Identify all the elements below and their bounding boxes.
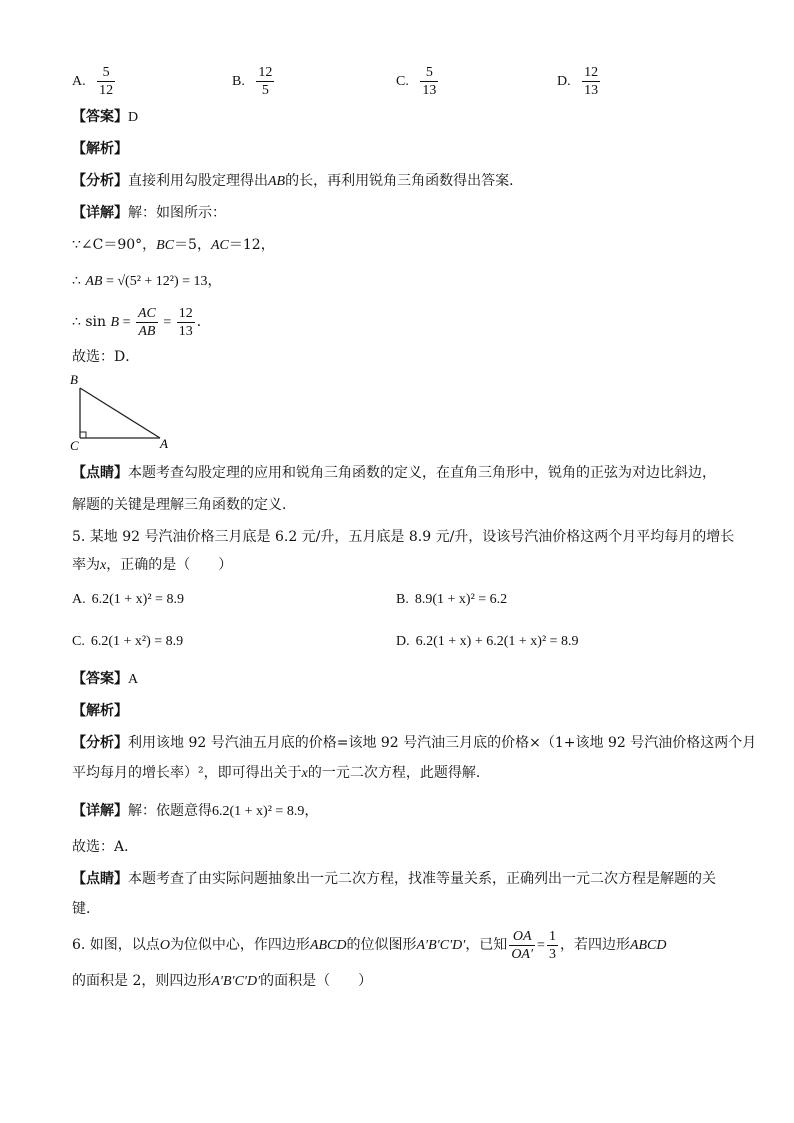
fraction: $\frac{12}{13}$ [584, 65, 599, 98]
q5-fenxi-2: 平均每月的增长率）²，即可得出关于x的一元二次方程，此题得解． [72, 765, 490, 781]
q4-comment-1: 【点睛】本题考查勾股定理的应用和锐角三角函数的定义，在直角三角形中，锐角的正弦为对边比斜边， [72, 465, 716, 481]
right-angle-mark [80, 432, 86, 438]
fraction: $\frac{5}{13}$ [422, 65, 437, 98]
q4-choose: 故选：D． [72, 349, 140, 365]
q4-option-b: B. $\frac{12}{5}$ [232, 65, 273, 98]
q5-comment-1: 【点睛】本题考查了由实际问题抽象出一元二次方程，找准等量关系，正确列出一元二次方程是解题的关 [72, 871, 716, 887]
q4-option-d: D. $\frac{12}{13}$ [557, 65, 599, 98]
vertex-a-label: A [160, 436, 168, 451]
q5-option-a: A. 6.2(1 + x)² = 8.9 [72, 592, 184, 607]
fraction: $\frac{12}{5}$ [258, 65, 273, 98]
q5-comment-2: 键． [72, 901, 100, 917]
q5-option-d: D. 6.2(1 + x) + 6.2(1 + x)² = 8.9 [396, 634, 579, 649]
q4-fenxi: 【分析】直接利用勾股定理得出AB的长，再利用锐角三角函数得出答案． [72, 173, 524, 189]
vertex-b-label: B [70, 372, 78, 387]
q5-fenxi-1: 【分析】利用该地 92 号汽油五月底的价格=该地 92 号汽油三月底的价格×（1+该地 92 号汽油价格这两个月 [72, 735, 757, 751]
q6-stem-2: 的面积是 2，则四边形A′B′C′D′的面积是（ ） [72, 973, 373, 989]
q5-choose: 故选：A． [72, 839, 139, 855]
fraction: $\frac{AC}{AB}$ [137, 305, 156, 339]
q4-detail: 【详解】解：如图所示： [72, 205, 226, 221]
q5-stem-1: 5. 某地 92 号汽油价格三月底是 6.2 元/升，五月底是 8.9 元/升，设该号汽油价格这两个月平均每月的增长 [72, 529, 735, 545]
q5-option-b: B. 8.9(1 + x)² = 6.2 [396, 592, 508, 607]
q5-detail: 【详解】解：依题意得6.2(1 + x)² = 8.9， [72, 803, 319, 819]
q4-comment-2: 解题的关键是理解三角函数的定义． [72, 497, 296, 513]
triangle-figure [66, 370, 176, 452]
q5-option-c: C. 6.2(1 + x²) = 8.9 [72, 634, 184, 649]
vertex-c-label: C [70, 438, 79, 452]
q4-option-c: C. $\frac{5}{13}$ [396, 65, 437, 98]
q4-ab-equation: ∴ AB = √(5² + 12²) = 13， [72, 273, 222, 289]
q5-stem-2: 率为x，正确的是（ ） [72, 557, 233, 573]
q5-analysis-heading: 【解析】 [72, 703, 128, 719]
q6-stem-1: 6. 如图，以点O为位似中心，作四边形ABCD的位似图形A′B′C′D′，已知 $\frac{OA}{OA'}$ = $\frac{1}{3}$ ，若四边形ABCD [72, 928, 667, 962]
q4-option-a: A. $\frac{5}{12}$ [72, 65, 114, 98]
side-ab [80, 388, 160, 438]
q4-sin-equation: ∴ sin B = $\frac{AC}{AB}$ = $\frac{12}{13}$ ． [72, 305, 211, 339]
q4-answer: 【答案】D [72, 109, 139, 125]
q5-answer: 【答案】A [72, 671, 139, 687]
q4-analysis-heading: 【解析】 [72, 141, 128, 157]
fraction: $\frac{5}{12}$ [99, 65, 114, 98]
fraction: $\frac{OA}{OA'}$ [511, 928, 534, 962]
q4-given: ∵∠C＝90°，BC＝5，AC＝12， [72, 237, 275, 253]
fraction: $\frac{1}{3}$ [548, 928, 556, 962]
fraction: $\frac{12}{13}$ [178, 305, 193, 339]
